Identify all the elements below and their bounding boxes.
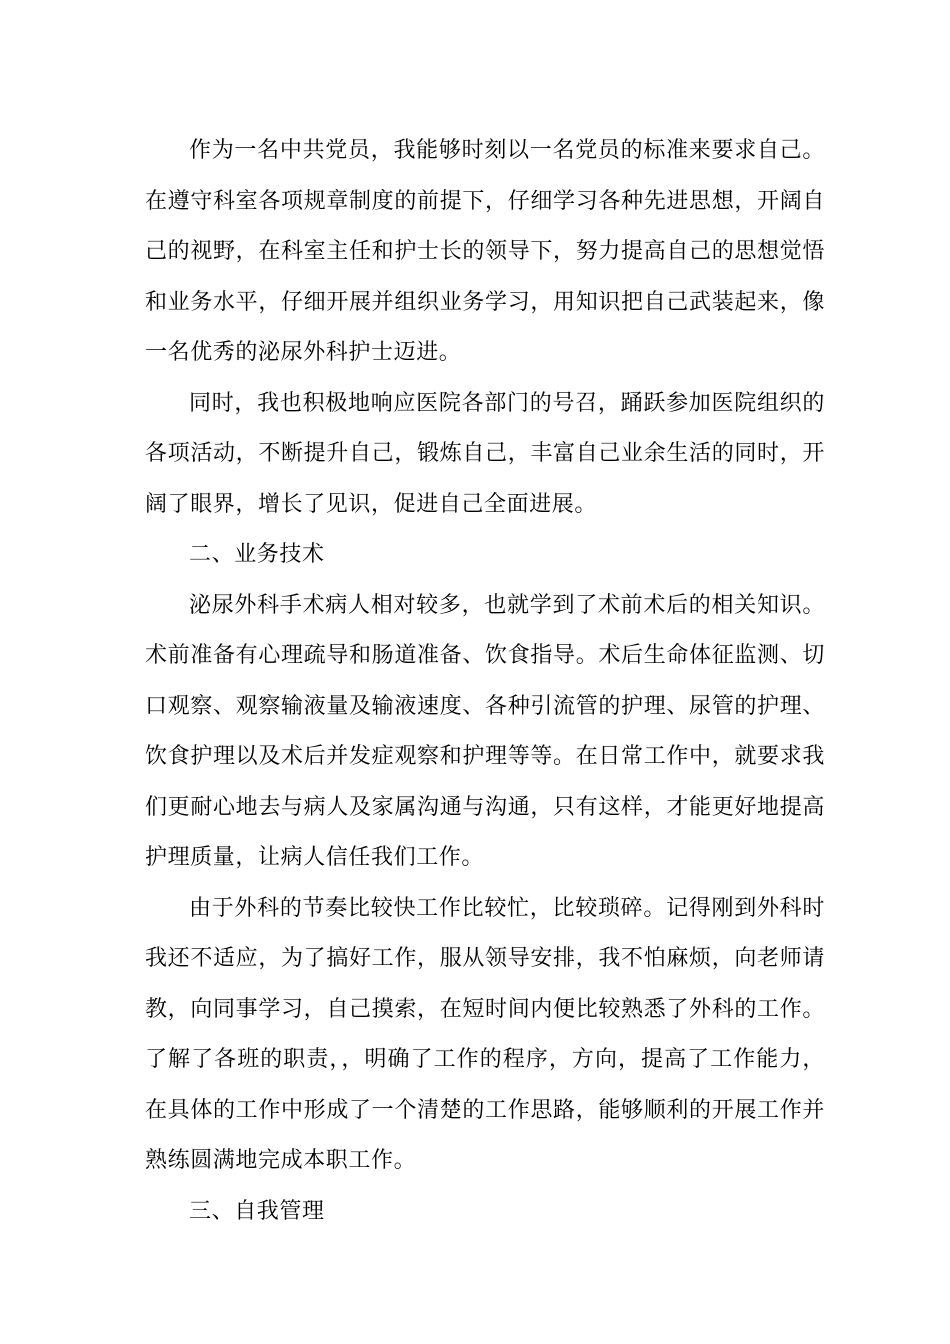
paragraph-party-member: 作为一名中共党员，我能够时刻以一名党员的标准来要求自己。在遵守科室各项规章制度的前提下，仔细学习各种先进思想，开阔自己的视野，在科室主任和护士长的领导下，努力提高自己的思想觉悟和业务水平，仔细开展并组织业务学习，用知识把自己武装起来，像一名优秀的泌尿外科护士迈进。 bbox=[145, 138, 825, 365]
paragraph-surgery-knowledge: 泌尿外科手术病人相对较多，也就学到了术前术后的相关知识。术前准备有心理疏导和肠道准备、饮食指导。术后生命体征监测、切口观察、观察输液量及输液速度、各种引流管的护理、尿管的护理、饮食护理以及术后并发症观察和护理等等。在日常工作中，就要求我们更耐心地去与病人及家属沟通与沟通，只有这样，才能更好地提高护理质量，让病人信任我们工作。 bbox=[145, 592, 825, 870]
paragraph-work-pace: 由于外科的节奏比较快工作比较忙，比较琐碎。记得刚到外科时我还不适应，为了搞好工作，服从领导安排，我不怕麻烦，向老师请教，向同事学习，自己摸索，在短时间内便比较熟悉了外科的工作。了解了各班的职责，，明确了工作的程序，方向，提高了工作能力，在具体的工作中形成了一个清楚的工作思路，能够顺利的开展工作并熟练圆满地完成本职工作。 bbox=[145, 895, 825, 1173]
section-heading-self-management: 三、自我管理 bbox=[189, 1198, 325, 1224]
paragraph-activities: 同时，我也积极地响应医院各部门的号召，踊跃参加医院组织的各项活动，不断提升自己，锻炼自己，丰富自己业余生活的同时，开阔了眼界，增长了见识，促进自己全面进展。 bbox=[145, 390, 825, 517]
section-heading-business-skills: 二、业务技术 bbox=[189, 542, 325, 567]
document-body bbox=[145, 126, 825, 1237]
